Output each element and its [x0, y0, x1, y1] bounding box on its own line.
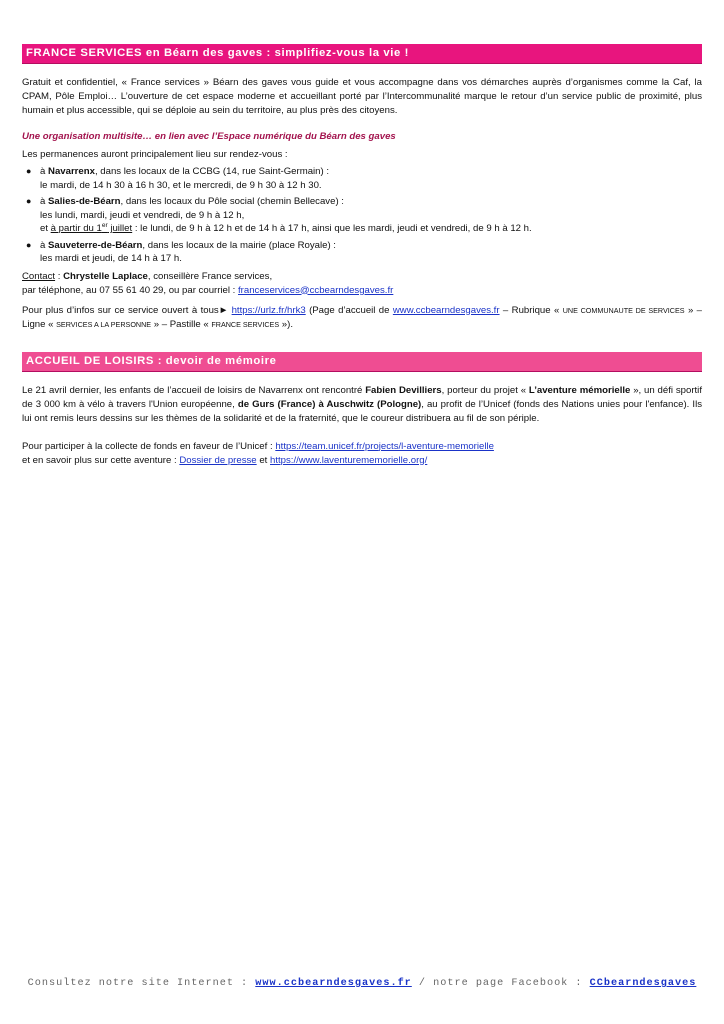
date-from: à partir du 1er juillet	[50, 221, 133, 234]
short-url-link[interactable]: https://urlz.fr/hrk3	[231, 304, 306, 316]
site-name: Sauveterre-de-Béarn	[48, 239, 143, 251]
site-hours-prefix: et	[40, 223, 51, 234]
contact-block: Contact : Chrystelle Laplace, conseillère France services, par téléphone, au 07 55 61 40 29, ou par courriel : franceservices@ccbearndesgaves.fr	[22, 270, 394, 296]
bullet-icon: ●	[26, 166, 32, 176]
unicef-paragraph: Pour participer à la collecte de fonds en faveur de l’Unicef : https://team.unicef.fr/projects/l-aventure-memorielle et en savoir plus sur cette aventure : Dossier de presse et https://www.laventurememorielle.org/	[22, 440, 494, 466]
footer-site-link[interactable]: www.ccbearndesgaves.fr	[255, 978, 412, 989]
list-item-sauveterre	[22, 239, 702, 266]
site-hours-new: : le lundi, de 9 h à 12 h et de 14 h à 17 h, ainsi que les mardi, jeudi et vendredi, de 9 h à 12 h.	[132, 223, 532, 234]
project-name: L’aventure mémorielle	[528, 384, 631, 396]
person-name: Fabien Devilliers	[365, 384, 442, 396]
subheading: Une organisation multisite… en lien avec l’Espace numérique du Béarn des gaves	[22, 131, 396, 142]
contact-name: Chrystelle Laplace	[63, 270, 148, 282]
footer-text: Consultez notre site Internet :	[27, 978, 256, 989]
contact-phone: par téléphone, au 07 55 61 40 29, ou par courriel :	[22, 284, 239, 296]
email-link[interactable]: franceservices@ccbearndesgaves.fr	[238, 284, 394, 296]
badge-label: FRANCE SERVICES	[211, 319, 280, 329]
list-item-salies	[22, 195, 702, 236]
contact-role: , conseillère France services,	[147, 270, 273, 282]
line-label: SERVICES A LA PERSONNE	[56, 319, 152, 329]
site-name: Salies-de-Béarn	[48, 196, 121, 207]
press-kit-link[interactable]: Dossier de presse	[179, 454, 257, 466]
story-paragraph: Le 21 avril dernier, les enfants de l’accueil de loisirs de Navarrenx ont rencontré Fabien Devilliers, porteur du projet « L’aventure mémorielle », un défi sportif de 3 000 km à vélo à travers l'Union européenne, de Gurs (France) à Auschwitz (Pologne), au profit de l’Unicef (fonds des Nations unies pour l'enfance). Ils lui ont remis leurs dessins sur les thèmes de la solidarité et de la fraternité, que le coureur distribuera au fil de son périple.	[22, 384, 702, 424]
site-location: , dans les locaux du Pôle social (chemin Bellecave) :	[120, 196, 344, 207]
site-hours: le mardi, de 14 h 30 à 16 h 30, et le mercredi, de 9 h 30 à 12 h 30.	[40, 179, 322, 191]
aventure-site-link[interactable]: https://www.laventurememorielle.org/	[270, 454, 428, 466]
list-item-navarrenx	[22, 165, 702, 192]
site-location: , dans les locaux de la mairie (place Royale) :	[142, 239, 336, 251]
lead-text: Les permanences auront principalement lieu sur rendez-vous :	[22, 149, 288, 160]
bullet-icon: ●	[26, 196, 32, 206]
contact-label: Contact	[22, 270, 56, 282]
site-location: , dans les locaux de la CCBG (14, rue Saint-Germain) :	[94, 166, 330, 177]
route: de Gurs (France) à Auschwitz (Pologne)	[237, 398, 422, 410]
website-link[interactable]: www.ccbearndesgaves.fr	[392, 304, 500, 316]
bullet-icon: ●	[26, 239, 32, 250]
unicef-link[interactable]: https://team.unicef.fr/projects/l-aventure-memorielle	[275, 440, 494, 452]
page	[22, 44, 702, 468]
site-prefix: à	[40, 166, 49, 177]
footer-facebook-link[interactable]: CCbearndesgaves	[589, 978, 697, 989]
sites-list	[22, 165, 702, 266]
more-info-paragraph: Pour plus d’infos sur ce service ouvert à tous► https://urlz.fr/hrk3 (Page d’accueil de www.ccbearndesgaves.fr – Rubrique « UNE COMMUNAUTE DE SERVICES » – Ligne « SERVICES A LA PERSONNE » – Pastille « FRANCE SERVICES »).	[22, 304, 703, 330]
rubric-label: UNE COMMUNAUTE DE SERVICES	[562, 305, 685, 315]
site-hours: les lundi, mardi, jeudi et vendredi, de 9 h à 12 h,	[40, 209, 245, 221]
site-name: Navarrenx	[48, 166, 95, 177]
section-header-accueil-loisirs: ACCUEIL DE LOISIRS : devoir de mémoire	[22, 352, 702, 372]
site-prefix: à	[40, 239, 49, 251]
site-hours: les mardi et jeudi, de 14 h à 17 h.	[40, 253, 182, 264]
section-header-france-services: FRANCE SERVICES en Béarn des gaves : simplifiez-vous la vie !	[22, 44, 702, 64]
site-prefix: à	[40, 196, 49, 207]
intro-paragraph: Gratuit et confidentiel, « France services » Béarn des gaves vous guide et vous accompagne dans vos démarches auprès d’organismes comme la Caf, la CPAM, Pôle Emploi… L’ouverture de cet espace moderne et accueillant porté par l’Intercommunalité marque le retour d’un service public de proximité, plus humain et plus accessible, qui se déploie au sein du territoire, au plus près des citoyens.	[22, 77, 702, 116]
footer	[0, 978, 724, 989]
footer-text-2: / notre page Facebook :	[411, 978, 590, 989]
